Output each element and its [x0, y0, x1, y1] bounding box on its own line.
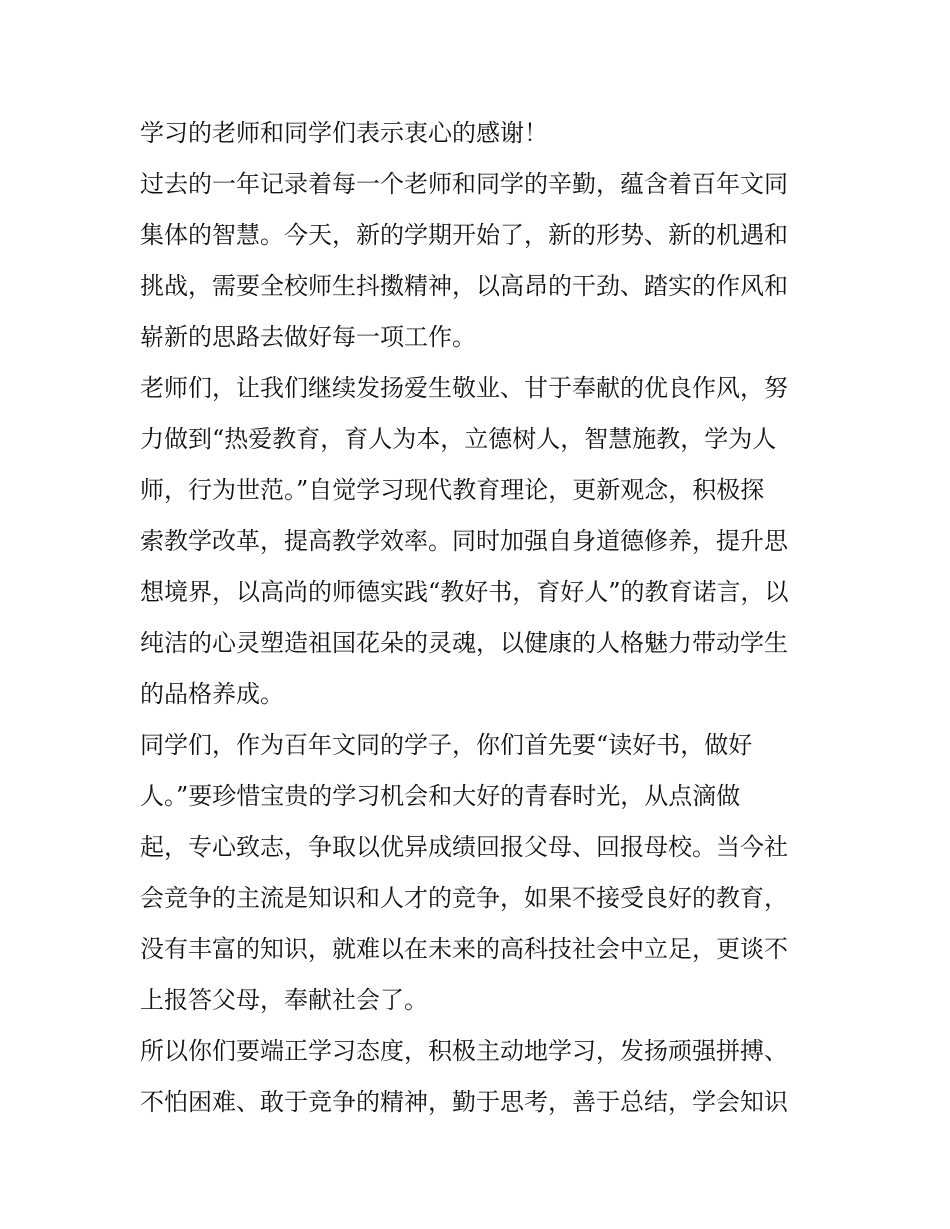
text-line: 索教学改革，提高教学效率。同时加强自身道德修养，提升思 [140, 527, 788, 555]
body-text [140, 108, 820, 1128]
text-line: 学习的老师和同学们表示衷心的感谢！ [140, 119, 548, 147]
text-line: 起，专心致志，争取以优异成绩回报父母、回报母校。当今社 [140, 833, 788, 861]
text-line: 没有丰富的知识，就难以在未来的高科技社会中立足，更谈不 [140, 935, 788, 963]
text-line: 集体的智慧。今天，新的学期开始了，新的形势、新的机遇和 [140, 221, 788, 249]
text-line: 上报答父母，奉献社会了。 [140, 986, 428, 1014]
text-line: 崭新的思路去做好每一项工作。 [140, 323, 476, 351]
text-line: 力做到“热爱教育，育人为本，立德树人，智慧施教，学为人 [140, 425, 777, 453]
text-line: 同学们，作为百年文同的学子，你们首先要“读好书，做好 [140, 731, 753, 759]
text-line: 挑战，需要全校师生抖擞精神，以高昂的干劲、踏实的作风和 [140, 272, 788, 300]
text-line: 会竞争的主流是知识和人才的竞争，如果不接受良好的教育， [140, 884, 788, 912]
text-line: 所以你们要端正学习态度，积极主动地学习，发扬顽强拼搏、 [140, 1037, 788, 1065]
text-line: 人。”要珍惜宝贵的学习机会和大好的青春时光，从点滴做 [140, 782, 741, 810]
text-line: 过去的一年记录着每一个老师和同学的辛勤，蕴含着百年文同 [140, 170, 788, 198]
text-line: 想境界，以高尚的师德实践“教好书，育好人”的教育诺言，以 [140, 578, 789, 606]
text-line: 老师们，让我们继续发扬爱生敬业、甘于奉献的优良作风，努 [140, 374, 788, 402]
text-line: 纯洁的心灵塑造祖国花朵的灵魂，以健康的人格魅力带动学生 [140, 629, 788, 657]
text-line: 的品格养成。 [140, 680, 284, 708]
text-line: 师，行为世范。”自觉学习现代教育理论，更新观念，积极探 [140, 476, 765, 504]
text-line: 不怕困难、敢于竞争的精神，勤于思考，善于总结，学会知识 [140, 1088, 788, 1116]
